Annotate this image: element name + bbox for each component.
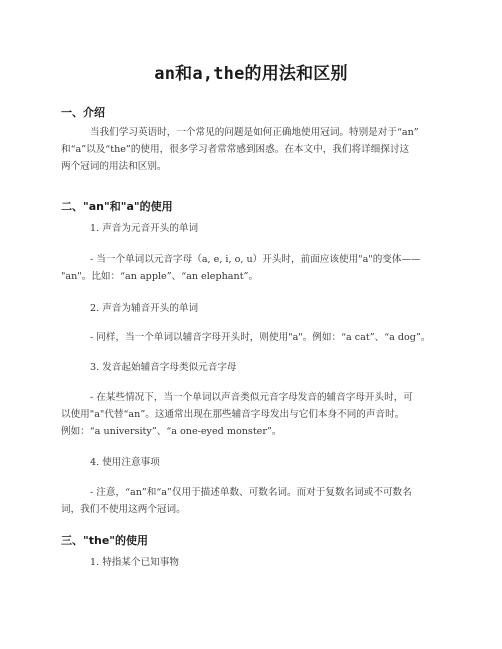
list-item-text-line: - 在某些情况下，当一个单词以声音类似元音字母发音的辅音字母开头时，可 (90, 392, 413, 403)
list-item-text-line: 例如：“a university”、“a one-eyed monster”。 (61, 426, 282, 437)
list-item-title: 4. 使用注意事项 (90, 457, 160, 468)
intro-paragraph-line: 两个冠词的用法和区别。 (61, 161, 167, 172)
section-heading-the: 三、"the"的使用 (61, 534, 149, 547)
document-title: an和a,the的用法和区别 (154, 64, 348, 84)
list-item-title: 2. 声音为辅音开头的单词 (90, 303, 199, 314)
intro-paragraph-line: 和“a”以及“the”的使用，很多学习者常常感到困惑。在本文中，我们将详细探讨这 (61, 144, 410, 155)
intro-paragraph-line: 当我们学习英语时，一个常见的问题是如何正确地使用冠词。特别是对于“an” (90, 127, 419, 138)
list-item-text-line: - 当一个单词以元音字母（a, e, i, o, u）开头时，前面应该使用"a"的变体—— (90, 254, 421, 265)
list-item-text-line: - 注意，“an”和“a”仅用于描述单数、可数名词。而对于复数名词或不可数名 (90, 487, 412, 498)
list-item-text-line: - 同样，当一个单词以辅音字母开头时，则使用"a"。例如：“a cat”、“a dog”。 (90, 332, 431, 343)
list-item-title: 3. 发音起始辅音字母类似元音字母 (90, 362, 237, 373)
list-item-text-line: "an"。比如：“an apple”、“an elephant”。 (61, 271, 259, 282)
section-heading-intro: 一、介绍 (61, 106, 105, 119)
list-item-text-line: 以使用"a"代替“an”。这通常出现在那些辅音字母发出与它们本身不同的声音时。 (61, 409, 405, 420)
section-heading-an-a: 二、"an"和"a"的使用 (61, 200, 173, 213)
list-item-title: 1. 特指某个已知事物 (90, 557, 179, 568)
list-item-text-line: 词，我们不使用这两个冠词。 (61, 504, 186, 515)
list-item-title: 1. 声音为元音开头的单词 (90, 223, 199, 234)
